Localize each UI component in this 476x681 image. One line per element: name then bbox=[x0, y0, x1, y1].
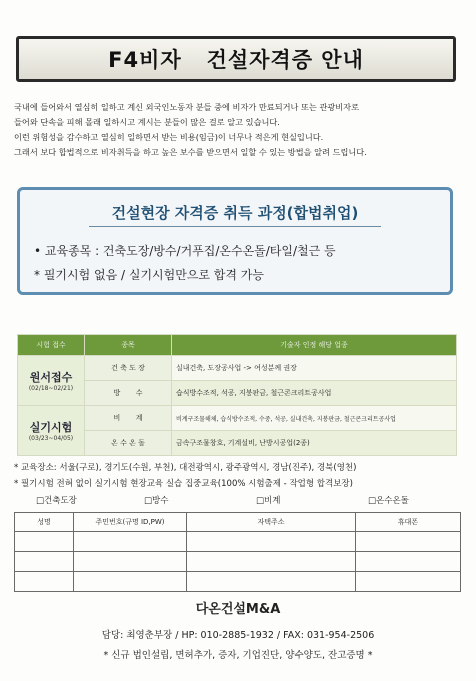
title-banner bbox=[16, 36, 456, 82]
name-field[interactable] bbox=[15, 552, 74, 572]
category-cell: 방 수 bbox=[85, 381, 172, 406]
name-field[interactable] bbox=[15, 532, 74, 552]
note-location: * 교육장소: 서울(구로), 경기도(수원, 부천), 대전광역시, 광주광역시, 경남(진주), 경북(영천) bbox=[14, 463, 357, 473]
table-row bbox=[18, 356, 457, 381]
application-form bbox=[14, 512, 461, 592]
phone-field[interactable] bbox=[356, 532, 461, 552]
intro-line: 국내에 들어와서 열심히 일하고 계신 외국인노동자 분들 중에 비자가 만료되거나 또는 관광비자로 bbox=[14, 102, 359, 112]
company-name: 다온건설M&A bbox=[195, 602, 281, 617]
checkbox-waterproofing[interactable]: □방수 bbox=[144, 496, 169, 506]
course-heading: 건설현장 자격증 취득 과정(합법취업) bbox=[20, 202, 450, 227]
exam-label: 실기시험 bbox=[29, 421, 73, 435]
checkbox-painting[interactable]: □건축도장 bbox=[36, 496, 77, 506]
name-field[interactable] bbox=[15, 572, 74, 592]
form-header-row bbox=[15, 513, 461, 532]
form-header-address: 자택주소 bbox=[187, 513, 356, 532]
industry-cell: 금속구조물창호, 기계설비, 난방시공업(2종) bbox=[172, 431, 457, 456]
category-cell: 비 계 bbox=[85, 406, 172, 431]
course-box bbox=[17, 187, 453, 295]
page-title: F4비자 건설자격증 안내 bbox=[108, 48, 364, 72]
id-field[interactable] bbox=[74, 552, 187, 572]
reception-period: (02/18~02/21) bbox=[28, 385, 74, 393]
phone-field[interactable] bbox=[356, 572, 461, 592]
industry-cell: 습식방수조적, 석공, 지붕판금, 철근콘크리트공사업 bbox=[172, 381, 457, 406]
exam-cell bbox=[18, 406, 85, 456]
category-cell: 건 축 도 장 bbox=[85, 356, 172, 381]
checkbox-ondol[interactable]: □온수온돌 bbox=[368, 496, 409, 506]
course-checkboxes bbox=[36, 494, 456, 506]
intro-line: 그래서 보다 합법적으로 비자취득을 하고 높은 보수를 받으면서 일할 수 있는 방법을 알려 드립니다. bbox=[14, 147, 367, 157]
checkbox-scaffold[interactable]: □비계 bbox=[256, 496, 281, 506]
address-field[interactable] bbox=[187, 532, 356, 552]
form-header-phone: 휴대폰 bbox=[356, 513, 461, 532]
course-item-subjects: • 교육종목 : 건축도장/방수/거푸집/온수온돌/타일/철근 등 bbox=[34, 244, 336, 258]
form-header-id: 주민번호(규명 ID,PW) bbox=[74, 513, 187, 532]
form-row bbox=[15, 552, 461, 572]
reception-cell bbox=[18, 356, 85, 406]
notes bbox=[14, 460, 356, 492]
exam-period: (03/23~04/05) bbox=[28, 435, 74, 443]
schedule-header-reception: 시험 접수 bbox=[18, 335, 85, 356]
id-field[interactable] bbox=[74, 532, 187, 552]
form-row bbox=[15, 532, 461, 552]
schedule-header-industry: 기술자 인정 해당 업종 bbox=[172, 335, 457, 356]
intro-paragraph bbox=[14, 100, 464, 160]
industry-cell: 비계구조물해체, 습식방수조적, 수중, 석공, 실내건축, 지붕판금, 철근콘크리트공사업 bbox=[172, 406, 457, 431]
intro-line: 이런 위험성을 감수하고 열심히 일하면서 받는 비용(임금)이 너무나 적은게 현실입니다. bbox=[14, 132, 324, 142]
note-exam: * 필기시험 전혀 없이 실기시험 현장교육 실습 집중교육(100% 시험출제 - 작업형 합격보장) bbox=[14, 479, 353, 489]
form-row bbox=[15, 572, 461, 592]
industry-cell: 실내건축, 도장공사업 -> 여성분께 권장 bbox=[172, 356, 457, 381]
phone-field[interactable] bbox=[356, 552, 461, 572]
category-cell: 온 수 온 돌 bbox=[85, 431, 172, 456]
reception-label: 원서접수 bbox=[29, 371, 73, 385]
form-header-name: 성명 bbox=[15, 513, 74, 532]
schedule-table bbox=[17, 334, 457, 456]
services-line: * 신규 법인설립, 면허추가, 증자, 기업진단, 양수양도, 잔고증명 * bbox=[103, 650, 373, 661]
id-field[interactable] bbox=[74, 572, 187, 592]
schedule-header-category: 종목 bbox=[85, 335, 172, 356]
contact-line: 담당: 최영춘부장 / HP: 010-2885-1932 / FAX: 031-954-2506 bbox=[101, 630, 375, 641]
schedule-header-row bbox=[18, 335, 457, 356]
address-field[interactable] bbox=[187, 552, 356, 572]
intro-line: 들어와 단속을 피해 몰래 일하시고 계시는 분들이 많은 걸로 알고 있습니다. bbox=[14, 117, 280, 127]
address-field[interactable] bbox=[187, 572, 356, 592]
table-row bbox=[18, 406, 457, 431]
course-item-exam: * 필기시험 없음 / 실기시험만으로 합격 가능 bbox=[34, 268, 264, 282]
